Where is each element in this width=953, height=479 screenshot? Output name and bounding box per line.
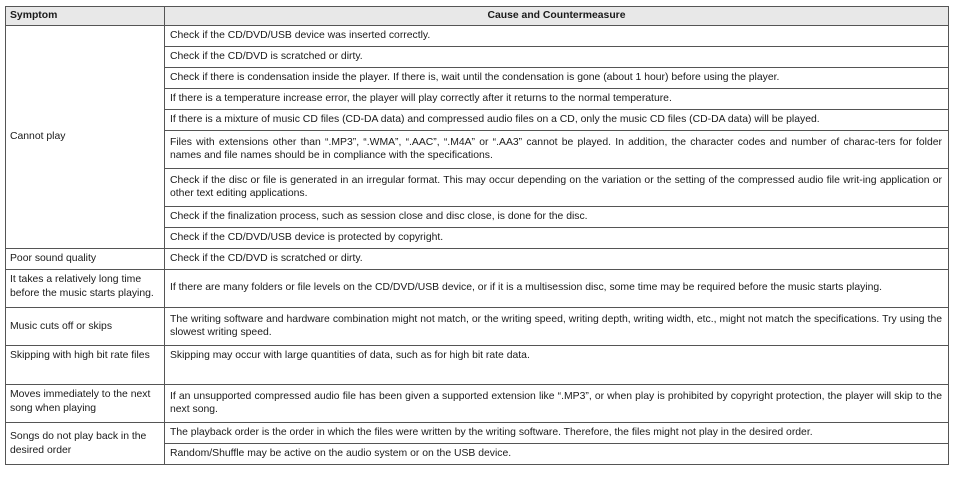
cause-cell: If there is a mixture of music CD files (CD-DA data) and compressed audio files on a CD, only the music CD files (CD-DA data) will be played. — [165, 110, 949, 131]
table-row — [6, 26, 949, 47]
symptom-column-header: Symptom — [6, 7, 165, 26]
symptom-cell: Music cuts off or skips — [6, 308, 165, 346]
table-row — [6, 270, 949, 308]
cause-cell: The playback order is the order in which the files were written by the writing software. Therefore, the files might not play in the desired order. — [165, 423, 949, 444]
cause-cell: Skipping may occur with large quantities of data, such as for high bit rate data. — [165, 346, 949, 385]
cause-cell: If there is a temperature increase error, the player will play correctly after it returns to the normal temperature. — [165, 89, 949, 110]
cause-cell: Check if the disc or file is generated in an irregular format. This may occur depending on the variation or the setting of the compressed audio file writ-ing application or other text editing applications. — [165, 169, 949, 207]
cause-cell: If there are many folders or file levels on the CD/DVD/USB device, or if it is a multisession disc, some time may be required before the music starts playing. — [165, 270, 949, 308]
cause-cell: Check if the finalization process, such as session close and disc close, is done for the disc. — [165, 207, 949, 228]
symptom-cell: Moves immediately to the next song when playing — [6, 385, 165, 423]
table-row — [6, 308, 949, 346]
cause-cell: Random/Shuffle may be active on the audio system or on the USB device. — [165, 444, 949, 465]
table-row — [6, 346, 949, 385]
symptom-cell: Poor sound quality — [6, 249, 165, 270]
table-header-row — [6, 7, 949, 26]
cause-cell: The writing software and hardware combination might not match, or the writing speed, writing depth, writing width, etc., might not match the specifications. Try using the slowest writing speed. — [165, 308, 949, 346]
symptom-cell: Songs do not play back in the desired order — [6, 423, 165, 465]
symptom-cell: Skipping with high bit rate files — [6, 346, 165, 385]
troubleshooting-table — [5, 6, 949, 465]
symptom-cell: Cannot play — [6, 26, 165, 249]
table-row — [6, 423, 949, 444]
cause-cell: Check if the CD/DVD/USB device is protected by copyright. — [165, 228, 949, 249]
cause-cell: Check if the CD/DVD is scratched or dirty. — [165, 47, 949, 68]
table-row — [6, 249, 949, 270]
table-row — [6, 385, 949, 423]
cause-column-header: Cause and Countermeasure — [165, 7, 949, 26]
cause-cell: Files with extensions other than “.MP3”, “.WMA”, “.AAC”, “.M4A” or “.AA3” cannot be played. In addition, the character codes and number of charac-ters for folder names and file names should be in compliance with the specifications. — [165, 131, 949, 169]
symptom-cell: It takes a relatively long time before the music starts playing. — [6, 270, 165, 308]
troubleshooting-table-container — [5, 6, 948, 465]
cause-cell: Check if the CD/DVD is scratched or dirty. — [165, 249, 949, 270]
cause-cell: Check if there is condensation inside the player. If there is, wait until the condensation is gone (about 1 hour) before using the player. — [165, 68, 949, 89]
cause-cell: If an unsupported compressed audio file has been given a supported extension like “.MP3”, or when play is prohibited by copyright protection, the player will skip to the next song. — [165, 385, 949, 423]
cause-cell: Check if the CD/DVD/USB device was inserted correctly. — [165, 26, 949, 47]
